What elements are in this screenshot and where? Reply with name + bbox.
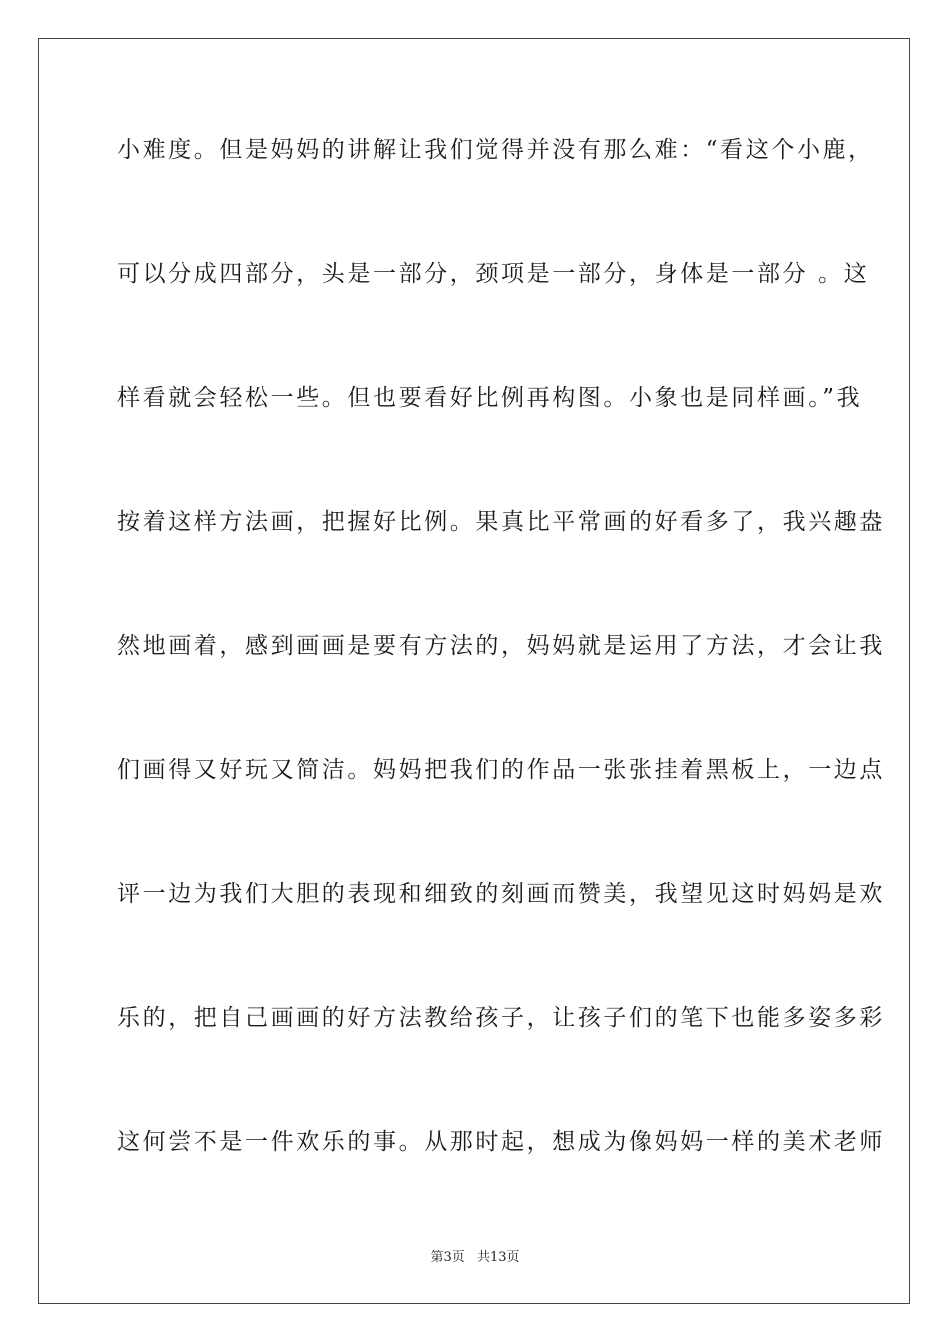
text-line: 然地画着，感到画画是要有方法的，妈妈就是运用了方法，才会让我 [117, 633, 885, 659]
document-body [117, 130, 885, 1246]
text-line: 小难度。但是妈妈的讲解让我们觉得并没有那么难：“看这个小鹿， [117, 137, 874, 163]
page-footer [0, 1246, 950, 1265]
page-number: 第3页 [430, 1250, 465, 1265]
text-line: 可以分成四部分，头是一部分，颈项是一部分，身体是一部分 。这 [117, 261, 870, 287]
text-line: 乐的，把自己画画的好方法教给孩子，让孩子们的笔下也能多姿多彩 [117, 1005, 885, 1031]
page-total: 共13页 [476, 1250, 520, 1265]
text-line: 这何尝不是一件欢乐的事。从那时起，想成为像妈妈一样的美术老师 [117, 1129, 885, 1155]
text-line: 按着这样方法画，把握好比例。果真比平常画的好看多了，我兴趣盎 [117, 509, 885, 535]
text-line: 们画得又好玩又简洁。妈妈把我们的作品一张张挂着黑板上，一边点 [117, 757, 885, 783]
text-line: 样看就会轻松一些。但也要看好比例再构图。小象也是同样画。”我 [117, 385, 863, 411]
text-line: 评一边为我们大胆的表现和细致的刻画而赞美，我望见这时妈妈是欢 [117, 881, 885, 907]
